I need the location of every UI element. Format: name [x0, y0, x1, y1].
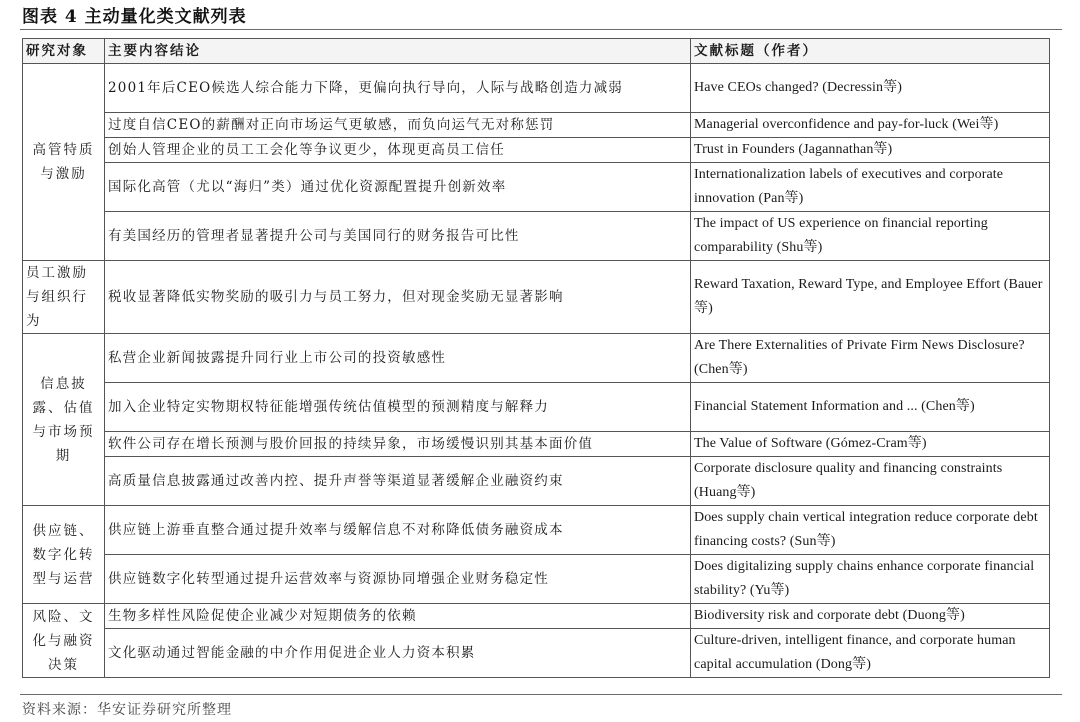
table-row	[23, 555, 1050, 604]
table-row	[23, 64, 1050, 113]
content-cell: 创始人管理企业的员工工会化等争议更少，体现更高员工信任	[105, 138, 691, 163]
table-row	[23, 261, 1050, 334]
reference-cell: Does digitalizing supply chains enhance corporate financial stability? (Yu等)	[691, 555, 1050, 604]
reference-cell: Does supply chain vertical integration reduce corporate debt financing costs? (Sun等)	[691, 506, 1050, 555]
reference-cell: Biodiversity risk and corporate debt (Duong等)	[691, 604, 1050, 629]
table-row	[23, 113, 1050, 138]
reference-cell: Managerial overconfidence and pay-for-luck (Wei等)	[691, 113, 1050, 138]
table-row	[23, 506, 1050, 555]
category-cell-executives: 高管特质与激励	[23, 64, 105, 261]
header-content: 主要内容结论	[105, 39, 691, 64]
content-cell: 2001年后CEO候选人综合能力下降，更偏向执行导向，人际与战略创造力减弱	[105, 64, 691, 113]
reference-cell: Internationalization labels of executives and corporate innovation (Pan等)	[691, 163, 1050, 212]
category-cell-employees: 员工激励与组织行为	[23, 261, 105, 334]
content-cell: 高质量信息披露通过改善内控、提升声誉等渠道显著缓解企业融资约束	[105, 457, 691, 506]
header-reference: 文献标题（作者）	[691, 39, 1050, 64]
reference-cell: Are There Externalities of Private Firm News Disclosure? (Chen等)	[691, 334, 1050, 383]
reference-cell: Financial Statement Information and ... (Chen等)	[691, 383, 1050, 432]
category-cell-supply-chain: 供应链、数字化转型与运营	[23, 506, 105, 604]
table-row	[23, 163, 1050, 212]
header-row	[23, 39, 1050, 64]
table-row	[23, 457, 1050, 506]
table-row	[23, 334, 1050, 383]
content-cell: 文化驱动通过智能金融的中介作用促进企业人力资本积累	[105, 629, 691, 678]
content-cell: 供应链数字化转型通过提升运营效率与资源协同增强企业财务稳定性	[105, 555, 691, 604]
header-category: 研究对象	[23, 39, 105, 64]
reference-cell: The impact of US experience on financial reporting comparability (Shu等)	[691, 212, 1050, 261]
content-cell: 有美国经历的管理者显著提升公司与美国同行的财务报告可比性	[105, 212, 691, 261]
literature-table	[22, 38, 1050, 678]
table-row	[23, 432, 1050, 457]
table-row	[23, 138, 1050, 163]
reference-cell: Have CEOs changed? (Decressin等)	[691, 64, 1050, 113]
category-cell-disclosure: 信息披露、估值与市场预期	[23, 334, 105, 506]
figure-title: 图表 4 主动量化类文献列表	[22, 7, 247, 27]
content-cell: 供应链上游垂直整合通过提升效率与缓解信息不对称降低债务融资成本	[105, 506, 691, 555]
table-row	[23, 212, 1050, 261]
reference-cell: Trust in Founders (Jagannathan等)	[691, 138, 1050, 163]
content-cell: 生物多样性风险促使企业减少对短期债务的依赖	[105, 604, 691, 629]
content-cell: 加入企业特定实物期权特征能增强传统估值模型的预测精度与解释力	[105, 383, 691, 432]
title-divider	[20, 29, 1062, 30]
content-cell: 过度自信CEO的薪酬对正向市场运气更敏感，而负向运气无对称惩罚	[105, 113, 691, 138]
table-row	[23, 629, 1050, 678]
content-cell: 私营企业新闻披露提升同行业上市公司的投资敏感性	[105, 334, 691, 383]
reference-cell: Culture-driven, intelligent finance, and corporate human capital accumulation (Dong等)	[691, 629, 1050, 678]
table-row	[23, 383, 1050, 432]
content-cell: 税收显著降低实物奖励的吸引力与员工努力，但对现金奖励无显著影响	[105, 261, 691, 334]
content-cell: 软件公司存在增长预测与股价回报的持续异象，市场缓慢识别其基本面价值	[105, 432, 691, 457]
category-cell-risk-culture: 风险、文化与融资决策	[23, 604, 105, 678]
source-note: 资料来源：华安证券研究所整理	[22, 702, 232, 718]
reference-cell: The Value of Software (Gómez-Cram等)	[691, 432, 1050, 457]
table-row	[23, 604, 1050, 629]
reference-cell: Reward Taxation, Reward Type, and Employee Effort (Bauer等)	[691, 261, 1050, 334]
reference-cell: Corporate disclosure quality and financing constraints (Huang等)	[691, 457, 1050, 506]
content-cell: 国际化高管（尤以“海归”类）通过优化资源配置提升创新效率	[105, 163, 691, 212]
source-divider	[20, 694, 1062, 695]
